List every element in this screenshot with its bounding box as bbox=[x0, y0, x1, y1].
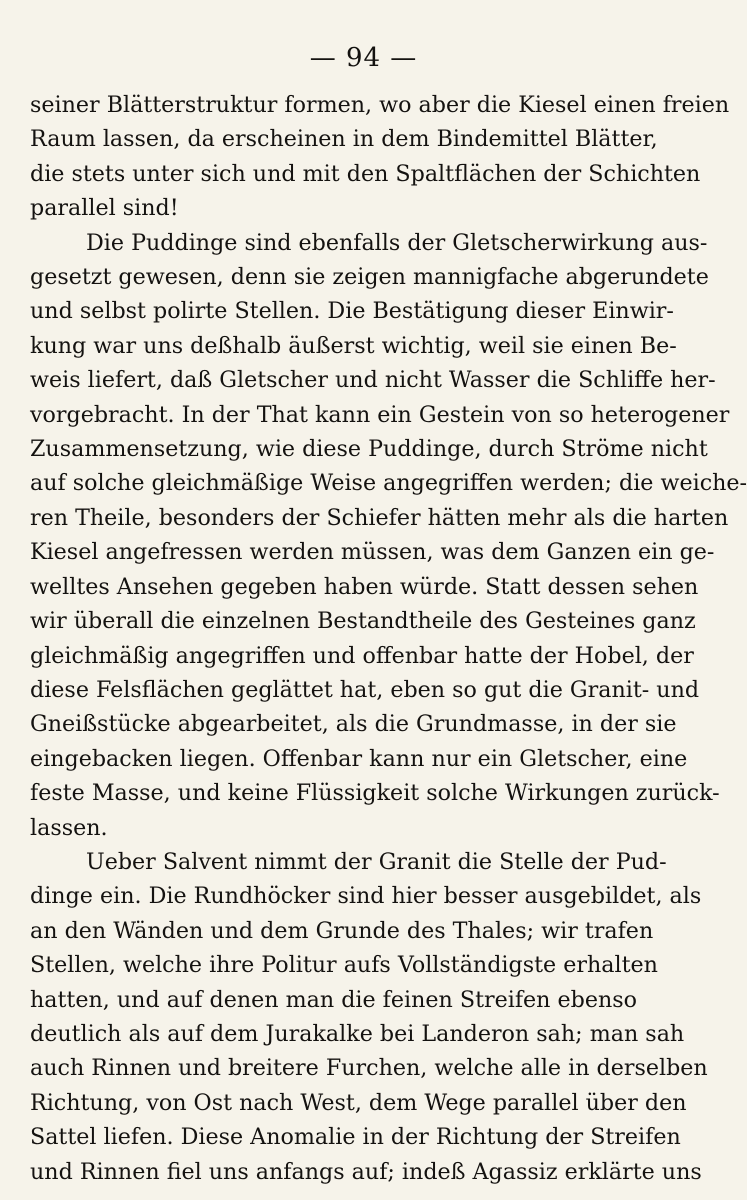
text-line: deutlich als auf dem Jurakalke bei Landeron sah; man sah bbox=[30, 1020, 685, 1047]
text-line: Stellen, welche ihre Politur aufs Vollständigste erhalten bbox=[30, 952, 658, 979]
text-line: Richtung, von Ost nach West, dem Wege parallel über den bbox=[30, 1089, 687, 1116]
paragraph-3 bbox=[30, 845, 708, 1189]
text-line: weis liefert, daß Gletscher und nicht Wasser die Schliffe her- bbox=[30, 367, 716, 394]
text-line: Raum lassen, da erscheinen in dem Bindemittel Blätter, bbox=[30, 126, 658, 153]
text-line: auf solche gleichmäßige Weise angegriffen werden; die weiche- bbox=[30, 470, 747, 497]
text-line: ren Theile, besonders der Schiefer hätten mehr als die harten bbox=[30, 504, 729, 531]
text-line: feste Masse, und keine Flüssigkeit solche Wirkungen zurück- bbox=[30, 780, 720, 807]
text-line: welltes Ansehen gegeben haben würde. Statt dessen sehen bbox=[30, 573, 699, 600]
text-line: Ueber Salvent nimmt der Granit die Stelle der Pud- bbox=[86, 848, 667, 875]
text-line: Zusammensetzung, wie diese Puddinge, durch Ströme nicht bbox=[30, 436, 708, 463]
paragraph-2 bbox=[30, 226, 747, 845]
text-line: lassen. bbox=[30, 814, 108, 841]
text-line: an den Wänden und dem Grunde des Thales; wir trafen bbox=[30, 917, 654, 944]
text-line: Gneißstücke abgearbeitet, als die Grundmasse, in der sie bbox=[30, 711, 677, 738]
text-line: dinge ein. Die Rundhöcker sind hier besser ausgebildet, als bbox=[30, 883, 702, 910]
paragraph-1 bbox=[30, 88, 730, 226]
text-line: gesetzt gewesen, denn sie zeigen mannigfache abgerundete bbox=[30, 264, 709, 291]
text-line: und selbst polirte Stellen. Die Bestätigung dieser Einwir- bbox=[30, 298, 674, 325]
text-line: wir überall die einzelnen Bestandtheile des Gesteines ganz bbox=[30, 608, 696, 635]
text-line: auch Rinnen und breitere Furchen, welche alle in derselben bbox=[30, 1055, 708, 1082]
text-line: Kiesel angefressen werden müssen, was dem Ganzen ein ge- bbox=[30, 539, 715, 566]
text-line: und Rinnen fiel uns anfangs auf; indeß Agassiz erklärte uns bbox=[30, 1158, 702, 1185]
text-line: Sattel liefen. Diese Anomalie in der Richtung der Streifen bbox=[30, 1124, 681, 1151]
text-line: seiner Blätterstruktur formen, wo aber die Kiesel einen freien bbox=[30, 92, 730, 118]
text-line: die stets unter sich und mit den Spaltflächen der Schichten bbox=[30, 160, 701, 187]
text-line: vorgebracht. In der That kann ein Gestein von so heterogener bbox=[30, 401, 730, 428]
text-line: eingebacken liegen. Offenbar kann nur ein Gletscher, eine bbox=[30, 745, 688, 772]
page-number: — 94 — bbox=[309, 43, 418, 73]
text-line: hatten, und auf denen man die feinen Streifen ebenso bbox=[30, 986, 638, 1013]
text-line: diese Felsflächen geglättet hat, eben so gut die Granit- und bbox=[30, 676, 700, 703]
text-line: parallel sind! bbox=[30, 195, 179, 222]
text-line: Die Puddinge sind ebenfalls der Gletscherwirkung aus- bbox=[86, 229, 708, 256]
body-text bbox=[30, 88, 747, 1189]
text-line: gleichmäßig angegriffen und offenbar hatte der Hobel, der bbox=[30, 642, 694, 669]
text-line: kung war uns deßhalb äußerst wichtig, weil sie einen Be- bbox=[30, 332, 677, 359]
